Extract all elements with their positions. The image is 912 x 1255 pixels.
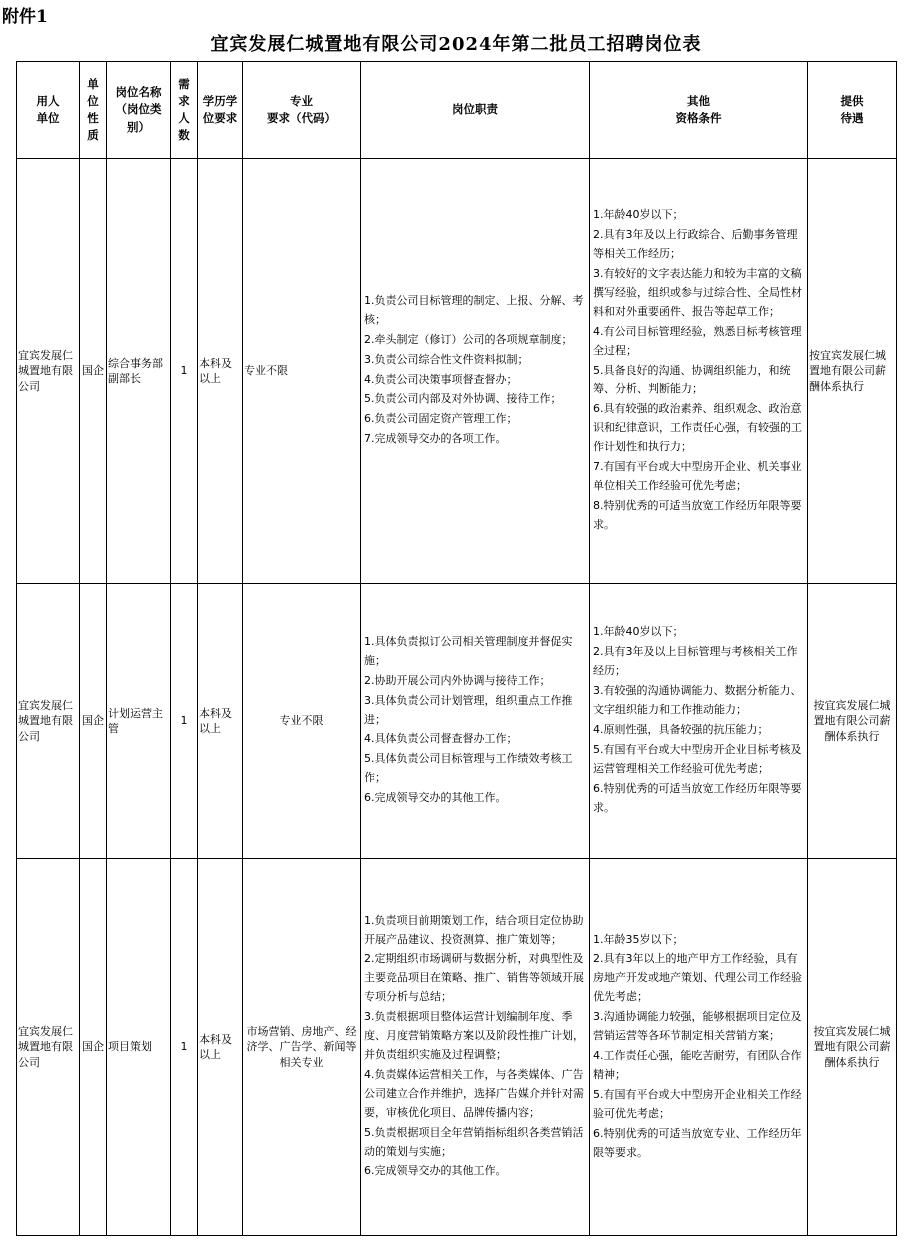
duty-item: 4.负责媒体运营相关工作，与各类媒体、广告公司建立合作并维护，选择广告媒介并针对需要，审核优化项目、品牌传播内容； [364, 1067, 584, 1119]
employer-cell: 宜宾发展仁城置地有限公司 [17, 584, 80, 859]
benefits-cell: 按宜宾发展仁城置地有限公司薪酬体系执行 [808, 859, 897, 1236]
qualifications-cell [590, 159, 808, 584]
qualifications-list [593, 931, 806, 1163]
headcount-cell: 1 [171, 159, 198, 584]
duties-list [364, 633, 588, 808]
duty-item: 3.负责根据项目整体运营计划编制年度、季度、月度营销策略方案以及阶段性推广计划，并负责组织实施及过程调整； [364, 1010, 584, 1061]
education-cell: 本科及以上 [198, 584, 243, 859]
duty-item: 2.牵头制定（修订）公司的各项规章制度； [364, 332, 573, 346]
duty-item: 1.具体负责拟订公司相关管理制度并督促实施； [364, 634, 573, 667]
employer-cell: 宜宾发展仁城置地有限公司 [17, 159, 80, 584]
qualification-item: 1.年龄40岁以下； [593, 208, 684, 222]
duty-item: 3.负责公司综合性文件资料拟制； [364, 352, 529, 366]
qualification-item: 2.具有3年及以上行政综合、后勤事务管理等相关工作经历； [593, 228, 798, 261]
header-education: 学历学 位要求 [198, 62, 243, 159]
unit-nature-cell: 国企 [80, 584, 107, 859]
duty-item: 3.具体负责公司计划管理，组织重点工作推进； [364, 693, 573, 726]
duty-item: 4.具体负责公司督查督办工作； [364, 732, 518, 746]
qualification-item: 2.具有3年以上的地产甲方工作经验，具有房地产开发或地产策划、代理公司工作经验优先考虑； [593, 952, 802, 1004]
qualification-item: 5.具备良好的沟通、协调组织能力，和统筹、分析、判断能力； [593, 363, 791, 396]
education-cell: 本科及以上 [198, 159, 243, 584]
header-employer: 用人 单位 [17, 62, 80, 159]
duties-list [364, 912, 588, 1182]
duty-item: 6.完成领导交办的其他工作。 [364, 791, 507, 805]
duty-item: 6.负责公司固定资产管理工作； [364, 412, 518, 426]
duty-item: 1.负责项目前期策划工作，结合项目定位协助开展产品建议、投资测算、推广策划等； [364, 913, 584, 946]
duty-item: 7.完成领导交办的各项工作。 [364, 432, 507, 446]
qualification-item: 6.具有较强的政治素养、组织观念、政治意识和纪律意识，工作责任心强，有较强的工作计划性和执行力； [593, 402, 802, 454]
qualifications-cell [590, 859, 808, 1236]
duties-cell [361, 584, 590, 859]
qualification-item: 7.有国有平台或大中型房开企业、机关事业单位相关工作经验可优先考虑； [593, 460, 802, 492]
page-title: 宜宾发展仁城置地有限公司2024年第二批员工招聘岗位表 [210, 34, 702, 55]
qualification-item: 1.年龄35岁以下； [593, 932, 684, 946]
position-cell: 项目策划 [107, 859, 171, 1236]
employer-cell: 宜宾发展仁城置地有限公司 [17, 859, 80, 1236]
duty-item: 1.负责公司目标管理的制定、上报、分解、考核； [364, 293, 584, 326]
qualification-item: 1.年龄40岁以下； [593, 625, 684, 639]
header-row [17, 62, 897, 159]
duties-cell [361, 159, 590, 584]
header-qualifications: 其他 资格条件 [590, 62, 808, 159]
qualifications-cell [590, 584, 808, 859]
duty-item: 5.具体负责公司目标管理与工作绩效考核工作； [364, 752, 573, 785]
header-headcount: 需 求 人 数 [171, 62, 198, 159]
qualifications-list [593, 623, 806, 817]
qualification-item: 3.有较强的沟通协调能力、数据分析能力、文字组织能力和工作推动能力； [593, 684, 802, 717]
qualification-item: 4.原则性强，具备较强的抗压能力； [593, 723, 769, 736]
position-cell: 综合事务部副部长 [107, 159, 171, 584]
duties-list [364, 292, 588, 449]
table-row [17, 159, 897, 584]
duty-item: 2.协助开展公司内外协调与接待工作； [364, 673, 551, 687]
table-row [17, 584, 897, 859]
major-cell: 专业不限 [243, 159, 361, 584]
header-major: 专业 要求（代码） [243, 62, 361, 159]
table-row [17, 859, 897, 1236]
headcount-cell: 1 [171, 859, 198, 1236]
unit-nature-cell: 国企 [80, 859, 107, 1236]
major-cell: 市场营销、房地产、经济学、广告学、新闻等相关专业 [243, 859, 361, 1236]
benefits-cell: 按宜宾发展仁城置地有限公司薪酬体系执行 [808, 159, 897, 584]
qualification-item: 5.有国有平台或大中型房开企业目标考核及运营管理相关工作经验可优先考虑； [593, 742, 802, 775]
benefits-cell: 按宜宾发展仁城置地有限公司薪酬体系执行 [808, 584, 897, 859]
header-unit-nature: 单 位 性 质 [80, 62, 107, 159]
headcount-cell: 1 [171, 584, 198, 859]
duty-item: 5.负责公司内部及对外协调、接待工作； [364, 392, 562, 406]
qualifications-list [593, 206, 806, 534]
qualification-item: 3.有较好的文字表达能力和较为丰富的文稿撰写经验，组织或参与过综合性、全局性材料和对外重要函件、报告等起草工作； [593, 267, 802, 318]
duty-item: 2.定期组织市场调研与数据分析，对典型性及主要竞品项目在策略、推广、销售等领域开展专项分析与总结； [364, 952, 584, 1004]
qualification-item: 3.沟通协调能力较强，能够根据项目定位及营销运营等各环节制定相关营销方案； [593, 1010, 802, 1043]
unit-nature-cell: 国企 [80, 159, 107, 584]
header-benefits: 提供 待遇 [808, 62, 897, 159]
header-duties: 岗位职责 [361, 62, 590, 159]
education-cell: 本科及以上 [198, 859, 243, 1236]
duties-cell [361, 859, 590, 1236]
header-position: 岗位名称 （岗位类 别） [107, 62, 171, 159]
attachment-label: 附件1 [2, 7, 48, 27]
qualification-item: 2.具有3年及以上目标管理与考核相关工作经历； [593, 645, 798, 678]
duty-item: 5.负责根据项目全年营销指标组织各类营销活动的策划与实施； [364, 1125, 584, 1158]
duty-item: 4.负责公司决策事项督查督办； [364, 372, 518, 386]
recruitment-table [16, 61, 897, 1236]
qualification-item: 4.工作责任心强，能吃苦耐劳，有团队合作精神； [593, 1049, 802, 1081]
qualification-item: 4.有公司目标管理经验，熟悉目标考核管理全过程； [593, 324, 802, 357]
qualification-item: 6.特别优秀的可适当放宽专业、工作经历年限等要求。 [593, 1126, 802, 1159]
duty-item: 6.完成领导交办的其他工作。 [364, 1164, 507, 1178]
major-cell: 专业不限 [243, 584, 361, 859]
qualification-item: 8.特别优秀的可适当放宽工作经历年限等要求。 [593, 498, 802, 531]
qualification-item: 6.特别优秀的可适当放宽工作经历年限等要求。 [593, 781, 802, 814]
position-cell: 计划运营主管 [107, 584, 171, 859]
qualification-item: 5.有国有平台或大中型房开企业相关工作经验可优先考虑； [593, 1087, 802, 1120]
